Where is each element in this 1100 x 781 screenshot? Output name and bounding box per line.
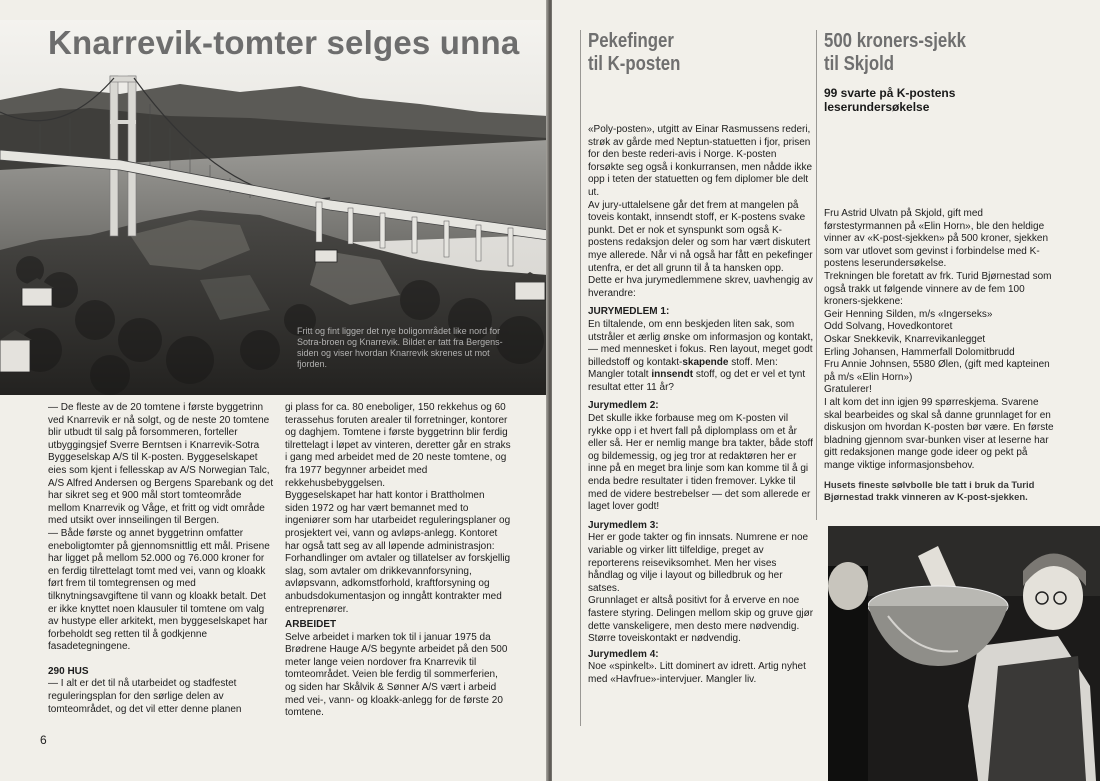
winner-line: Oskar Snekkevik, Knarrevikanlegget [824, 333, 986, 345]
left-article-column-2 [285, 402, 511, 720]
subheading: Jurymedlem 2: [588, 400, 659, 412]
sjekk-heading [824, 30, 966, 76]
paragraph: Noe «spinkelt». Litt dominert av idrett. Artig nyhet med «Havfrue»-intervjuer. Mangler liv. [588, 661, 806, 685]
column-rule [580, 30, 581, 726]
sjekk-kicker: 99 svarte på K-postens leserundersøkelse [824, 86, 956, 114]
article-headline: Knarrevik-tomter selges unna [48, 24, 520, 61]
photo-caption-overlay: Fritt og fint ligger det nye boligområdet like nord for Sotra-broen og Knarrevik. Bildet er tatt fra Bergens-siden og viser hvordan Knarrevik skrenes ut mot fjorden. [297, 326, 503, 369]
subheading: Jurymedlem 3: [588, 519, 659, 531]
text: stoff, og det er vel et tynt resultat etter 11 år? [588, 369, 806, 393]
subheading: Jurymedlem 4: [588, 648, 659, 660]
winner-line: Erling Johansen, Hammerfall Dolomitbrudd [824, 346, 1015, 358]
subheading: ARBEIDET [285, 619, 337, 631]
paragraph: — I alt er det til nå utarbeidet og stadfestet reguleringsplan for den sørlige delen av tomteområdet, og det vil etter denne planen [48, 678, 242, 715]
sjekk-article [824, 208, 1056, 504]
winner-line: Fru Annie Johnsen, 5580 Ølen, (gift med kapteinen på m/s «Elin Horn») [824, 359, 1050, 383]
paragraph: gi plass for ca. 80 eneboliger, 150 rekkehus og 60 terassehus foruten arealer til forretninger, kontorer og daghjem. Tomtene i første byggetrinn blir ferdig tilrettelagt i løpet av vinteren, deretter går en straks i gang med arbeidet med de 20 neste tomtene, og fra 1977 begynner arbeidet med rekkehusbebyggelsen. [285, 402, 511, 489]
winner-line: Geir Henning Silden, m/s «Ingerseks» [824, 308, 993, 320]
paragraph: I alt kom det inn igjen 99 spørreskjema. Svarene skal bearbeides og skal så danne grunnlaget for en diskusjon om hvordan K-posten bør være. En første bladning gjennom svar-bunken viser at leserne har gitt redaksjonen mange gode ideer og pekt på mange viktige informasjonsbehov. [824, 396, 1054, 471]
heading-line: Pekefinger [588, 30, 674, 52]
bold-text: skapende [682, 356, 729, 368]
paragraph: Gratulerer! [824, 384, 872, 396]
paragraph: Grunnlaget er altså positivt for å erverve en noe fastere styring. Delingen mellom skip og gruve gjør dette vanskeligere, men desto mere nødvendig. Større toveiskontakt er nødvendig. [588, 595, 814, 645]
paragraph: Trekningen ble foretatt av frk. Turid Bjørnestad som også trakk ut følgende vinnere av de fem 100 kroners-sjekkene: [824, 270, 1052, 308]
left-page [0, 0, 548, 781]
woman-with-silver-bowl-image [828, 526, 1100, 781]
paragraph: Av jury-uttalelsene går det frem at mangelen på toveis kontakt, innsendt stoff, er K-postens svake punkt. Det er nok et synspunkt som også K-postens redaksjon deler og som har vært diskutert mye allerede. Når vi nå også har fått en pekefinger utenfra, er det all grunn til å ta hansken opp. [588, 199, 813, 274]
subheading: JURYMEDLEM 1: [588, 306, 670, 318]
text: stoff. Men: Mangler totalt [588, 356, 778, 381]
paragraph: Fru Astrid Ulvatn på Skjold, gift med førstestyrmannen på «Elin Horn», ble den heldige vinner av «K-post-sjekken» på 500 kroner, sjekken som var utlovet som gevinst i forbindelse med K-postens leserundersøkelse. [824, 208, 1049, 270]
paragraph: Selve arbeidet i marken tok til i januar 1975 da Brødrene Hauge A/S begynte arbeidet på den 500 meter lange veien nordover fra Knarrevik til tomteområdet. Veien ble ferdig til sommerferien, og siden har Skålvik & Sønner A/S vært i arbeid med vei-, vann- og kloakk-anlegg for de første 20 tomtene. [285, 631, 508, 719]
paragraph: «Poly-posten», utgitt av Einar Rasmussens rederi, strøk av gårde med Neptun-statuetten i fjor, prisen for den beste rederi-avis i Norge. K-posten forsøkte seg også i konkurransen, men nådde ikke opp i teten der statuetten og fem diplomer ble delt ut. [588, 124, 813, 198]
heading-line: 500 kroners-sjekk [824, 30, 966, 52]
page-number: 6 [40, 733, 47, 747]
paragraph: Dette er hva jurymedlemmene skrev, uavhengig av hverandre: [588, 275, 813, 299]
paragraph: Det skulle ikke forbause meg om K-posten vil rykke opp i et hvert fall på diplomplass om et år eller så. Her er nemlig mange bra takter, både stoff og bildemessig, og jeg tror at redaktøren her er inne på en meget bra linje som kan komme til å gi enda bedre resultater i tiden fremover. Lykke til med de videre bestrebelser — det som allerede er laget lover godt! [588, 413, 813, 513]
paragraph: Her er gode takter og fin innsats. Numrene er noe variable og virker litt tilfeldige, preget av reporterens reiseviksomhet. Men her vises håndlag og vilje i layout og billedbruk og her satses. [588, 532, 809, 594]
pekefinger-heading [588, 30, 680, 76]
bold-text: innsendt [651, 369, 694, 381]
left-article-column-1 [48, 402, 274, 716]
photo-caption: Husets fineste sølvbolle ble tatt i bruk da Turid Bjørnestad trakk vinneren av K-post-sjekken. [824, 480, 1035, 504]
trekning-photo [828, 526, 1100, 781]
paragraph: — De fleste av de 20 tomtene i første byggetrinn ved Knarrevik er nå solgt, og de neste 20 tomtene blir utbudt til salg på forsommeren, forteller utbyggingsjef Sverre Berntsen i Knarrevik-Sotra Byggeselskap A/S til K-posten. Byggeselskapet eies som kjent i fellesskap av A/S Norwegian Talc, A/S Alfred Andersen og Bergens Sparebank og det har sikret seg et 900 mål stort tomteområde mellom Knarrevik og Våge, et fritt og vidt område med utsikt over innseilingen til Bergen. [48, 402, 274, 527]
paragraph [588, 319, 814, 395]
subheading: 290 HUS [48, 665, 89, 677]
pekefinger-article [588, 124, 814, 687]
column-rule [816, 30, 817, 520]
text: En tiltalende, om enn beskjeden liten sak, som utstråler et ærlig ønske om informasjon og kontakt, — med mennesket i fokus. Ren layout, meget godt billedstoff og kontakt- [588, 318, 814, 368]
paragraph: — Både første og annet byggetrinn omfatter eneboligtomter på gjennomsnittlig ett mål. Prisene har ligget på mellom 52.000 og 76.000 kroner for en ferdig tilrettelagt tomt med vei, vann og kloakk ført frem til tomtegrensen og med tilknytningsavgiftene til vann og kloakk betalt. Det er ikke knyttet noen klausuler til tomtene om valg av hustype eller arkitekt, men byggeselskapet har forbeholdt seg retten til å godkjenne fasadetegningene. [48, 527, 270, 653]
heading-line: til Skjold [824, 53, 895, 75]
heading-line: til K-posten [588, 53, 681, 75]
paragraph: Byggeselskapet har hatt kontor i Brattholmen siden 1972 og har vært bemannet med to ingeniører som har utarbeidet reguleringsplaner og prosjektert vei, vann og avløps-anlegg. Kontoret har også tatt seg av all løpende administrasjon: Forhandlinger om avtaler og tillatelser av forskjellig slag, som avtaler om drikkevannforsyning, avløpsvann, adkomstforhold, kraftforsyning og anbudsdokumentasjon og inngått kontrakter med entreprenører. [285, 490, 511, 615]
winner-line: Odd Solvang, Hovedkontoret [824, 321, 953, 333]
